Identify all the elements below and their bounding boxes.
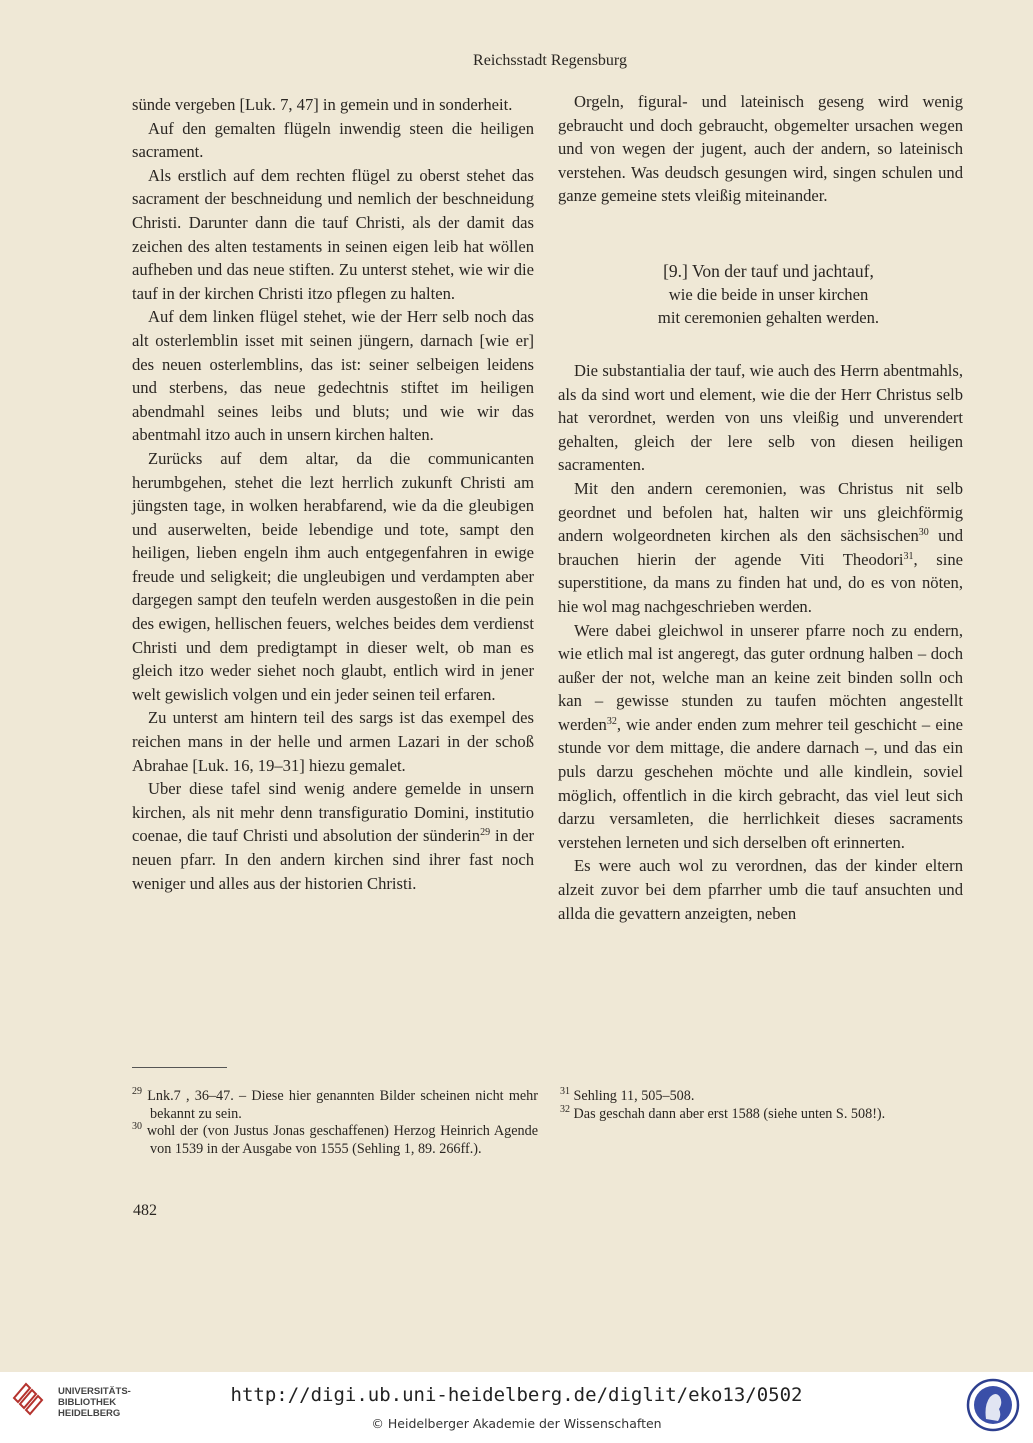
paragraph [558,477,963,619]
footnote [560,1088,965,1106]
permalink-url[interactable]: http://digi.ub.uni-heidelberg.de/diglit/eko13/0502 [230,1384,803,1406]
institution-line: HEIDELBERG [58,1408,121,1419]
footnote-number: 32 [560,1103,570,1115]
institution-line: UNIVERSITÄTS- [58,1386,131,1397]
footnote-text: Sehling 11, 505–508. [573,1088,695,1104]
section-subheading: mit ceremonien gehalten werden. [657,307,880,327]
section-heading-block [558,259,963,329]
footnote-number: 31 [560,1086,570,1097]
paragraph: Zu unterst am hintern teil des sargs ist das exempel des reichen mans in der helle und armen Lazari in der schoß Abrahae [Luk. 16, 19–31] hiezu gemalet. [132,708,534,775]
paragraph-text: , wie ander enden zum mehrer teil geschicht – eine stunde vor dem mittage, die andere darnach –, und das ein puls darzu geschehen möchte und alle kindlein, soviel möglich, offentlich in die kirch gebracht, das viel leut sich darzu versamleten, die herrlichkeit dieses sacraments verstehen lerneten und sich derselben oft erinnerten. [558,714,963,852]
footnote-number: 30 [132,1121,142,1132]
paragraph: Orgeln, figural- und lateinisch geseng wird wenig gebraucht und doch gebraucht, obgemelter ursachen wegen und von wegen der jugent, auch der andern, so lateinisch verstehen. Was deudsch gesungen wird, singen schulen und ganze gemeine stets vleißig miteinander. [558,92,963,206]
paragraph [132,777,534,895]
paragraph-text: Mit den andern ceremonien, was Christus nit selb geordnet und befolen hat, halten wir uns gleichförmig andern wolgeordneten kirchen als den sächsischen [558,478,963,546]
footnote [560,1103,965,1124]
institution-line: BIBLIOTHEK [58,1397,117,1408]
paragraph-text: , sine superstitione, da mans zu finden hat und, do es von nöten, hie wol mag nachgeschrieben werden. [558,549,963,616]
paragraph-text: und brauchen hierin der agende Viti Theodori [558,526,963,569]
footnote-text: wohl der (von Justus Jonas geschaffenen) Herzog Heinrich Agende von 1539 in der Ausgabe von 1555 (Sehling 1, 89. 266ff.). [146,1123,538,1157]
footnote-text: Lnk.7 , 36–47. – Diese hier genannten Bilder scheinen nicht mehr bekannt zu sein. [147,1088,538,1122]
footnotes-left [132,1088,538,1158]
footnote-ref[interactable]: 32 [606,715,617,727]
paragraph-text: in der neuen pfarr. In den andern kirchen sind ihrer fast noch weniger und alles aus der historien Christi. [132,826,534,893]
paragraph: Als erstlich auf dem rechten flügel zu oberst stehet das sacrament der beschneidung und nemlich der beschneidung Christi. Darunter dann die tauf Christi, als der damit das zeichen des alten testaments in seinen eigen leib hat wöllen aufheben und das neue stiften. Zu unterst stehet, wie wir die tauf in der kirchen Christi itzo pflegen zu halten. [132,165,534,303]
paragraph: Es were auch wol zu verordnen, das der kinder eltern alzeit zuvor bei dem pfarrher umb die tauf ansuchten und allda die gevattern anzeigten, neben [558,856,963,923]
paragraph-text: Uber diese tafel sind wenig andere gemelde in unsern kirchen, als nit mehr denn transfiguratio Domini, institutio coenae, die tauf Christi und absolution der sünderin [132,779,534,846]
paragraph [558,619,963,855]
paragraph: Zurücks auf dem altar, da die communicanten herumbgehen, stehet die lezt herrlich zukunft Christi am jüngsten tage, in wolken herabfarend, wie da die gleubigen und auserwelten, beide lebendige und tote, sampt den heiligen, lieben engeln ihm auch entgegenfahren in ewige freude und seligkeit; die ungleubigen und verdampten aber dargegen sampt den teufeln werden ausgestoßen in die pein des ewigen, hellischen feuers, welches beides dem verdienst Christi und dem predigtampt in dieser welt, ob man es gleich itzo weder siehet noch glaubt, entlich wird in jener welt gewislich volgen und ein jeder seinen teil erfaren. [132,448,534,704]
left-column [132,93,534,895]
right-column [558,90,963,925]
paragraph: sünde vergeben [Luk. 7, 47] in gemein und in sonderheit. [132,95,513,114]
paragraph-text: Were dabei gleichwol in unserer pfarre noch zu endern, wie etlich mal ist angeregt, das guter ordnung halben – doch außer der not, welche man an keine zeit binden solln och kan – gewisse stunden zu taufen möchten angestellt werden [558,620,963,734]
footnote-ref[interactable]: 31 [903,550,914,562]
section-heading: [9.] Von der tauf und jachtauf, [663,260,874,281]
footnote-ref[interactable]: 30 [918,527,929,539]
footnote-text: Das geschah dann aber erst 1588 (siehe unten S. 508!). [573,1105,886,1122]
footnote-divider [132,1067,227,1068]
footnote-ref[interactable]: 29 [480,827,491,839]
footnote-number: 29 [132,1086,142,1097]
copyright-notice: © Heidelberger Akademie der Wissenschaften [371,1416,662,1431]
footnote [132,1123,538,1158]
paragraph: Die substantialia der tauf, wie auch des Herrn abentmahls, als da sind wort und element, wie die der Herr Christus selb hat verordnet, werden von uns vleißig und unverendert gehalten, gleich der lere selb von diesen heiligen sacramenten. [558,360,963,475]
paragraph: Auf dem linken flügel stehet, wie der Herr selb noch das alt osterlemblin isset mit seinen jüngern, darnach [wie er] des neuen osterlemblins, das ist: seiner selbeigen leidens und sterbens, das neue gedechtnis stiftet im heiligen abendmahl seines leibs und bluts; und wie wir das abentmahl itzo auch in unsern kirchen halten. [132,307,534,445]
page-number: 482 [133,1202,157,1219]
footnote [132,1088,538,1123]
viewer-footer [0,1372,1033,1443]
section-subheading: wie die beide in unser kirchen [668,284,869,304]
academy-seal-icon [966,1375,1020,1435]
paragraph: Auf den gemalten flügeln inwendig steen die heiligen sacrament. [132,118,534,162]
footnotes-right [560,1088,965,1123]
running-head: Reichsstadt Regensburg [473,52,627,69]
